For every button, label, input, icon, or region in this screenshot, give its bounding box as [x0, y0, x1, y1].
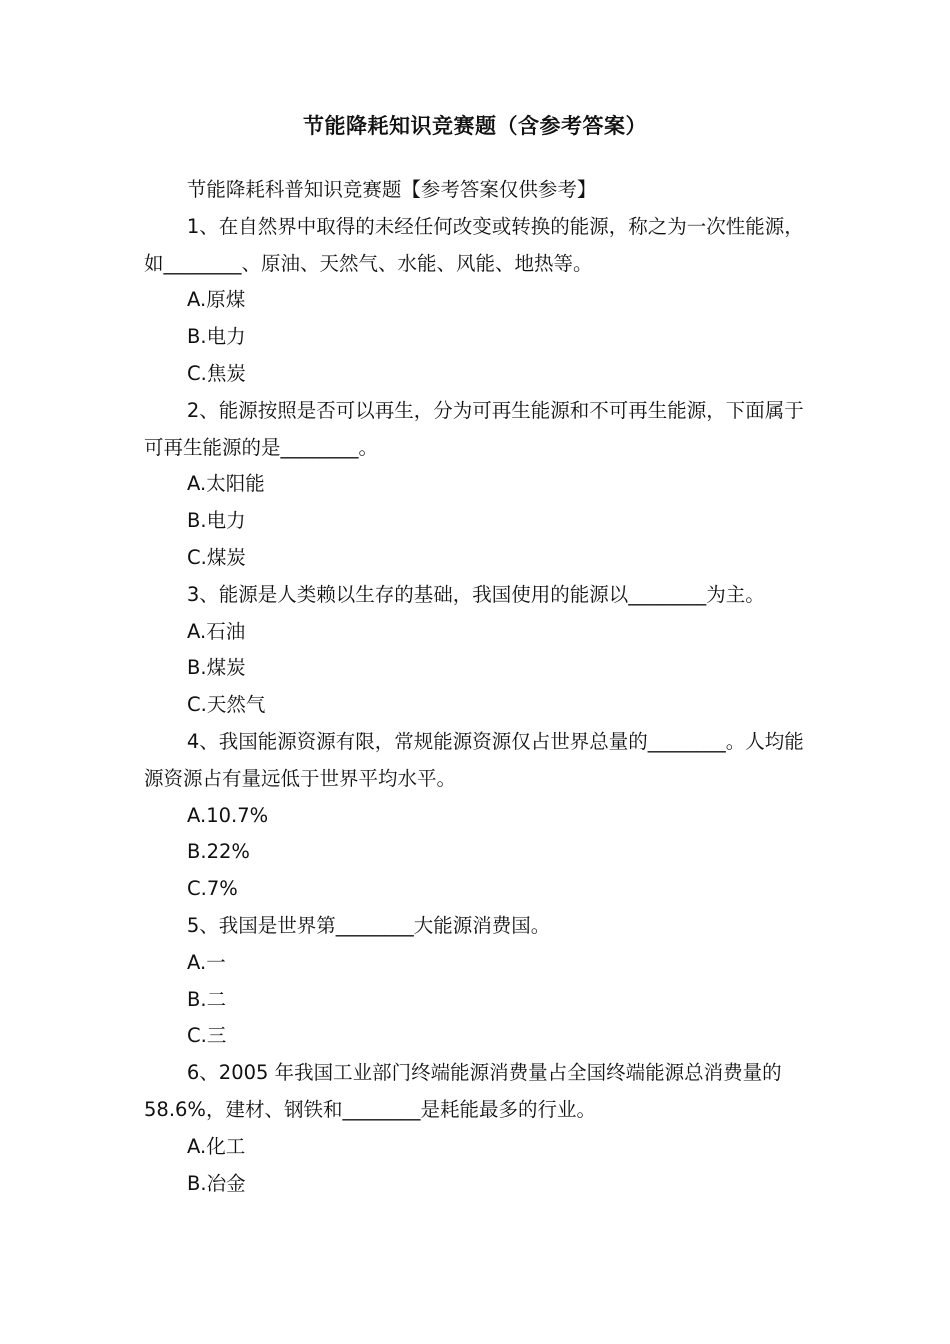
- question-5-option-a: A.一: [187, 950, 226, 974]
- document-body: [144, 172, 816, 1202]
- question-5: 5、我国是世界第________大能源消费国。: [186, 913, 551, 937]
- question-2-option-b: B.电力: [187, 509, 246, 533]
- document-title: 节能降耗知识竞赛题（含参考答案）: [303, 114, 647, 138]
- question-3-option-c: C.天然气: [187, 693, 266, 717]
- question-6-option-b: B.冶金: [187, 1171, 246, 1195]
- question-1-option-b: B.电力: [187, 325, 246, 349]
- question-5-option-b: B.二: [187, 987, 227, 1011]
- question-4-option-a: A.10.7%: [187, 803, 269, 827]
- question-1-option-c: C.焦炭: [187, 361, 246, 385]
- question-2: 2、能源按照是否可以再生，分为可再生能源和不可再生能源，下面属于可再生能源的是________。: [144, 398, 804, 459]
- question-5-option-c: C.三: [187, 1024, 227, 1048]
- question-1-option-a: A.原煤: [187, 288, 246, 312]
- question-4: 4、我国能源资源有限，常规能源资源仅占世界总量的________。人均能源资源占有量远低于世界平均水平。: [144, 729, 804, 790]
- question-4-option-c: C.7%: [187, 877, 238, 901]
- question-6-option-a: A.化工: [187, 1134, 246, 1158]
- question-2-option-c: C.煤炭: [187, 545, 246, 569]
- question-6: 6、2005 年我国工业部门终端能源消费量占全国终端能源总消费量的 58.6%，建材、钢铁和________是耗能最多的行业。: [144, 1061, 782, 1121]
- question-3: 3、能源是人类赖以生存的基础，我国使用的能源以________为主。: [186, 582, 765, 606]
- question-4-option-b: B.22%: [187, 840, 250, 864]
- question-3-option-a: A.石油: [187, 619, 246, 643]
- question-2-option-a: A.太阳能: [187, 472, 265, 496]
- document-subtitle: 节能降耗科普知识竞赛题【参考答案仅供参考】: [186, 178, 597, 201]
- question-3-option-b: B.煤炭: [187, 656, 246, 680]
- question-1: 1、在自然界中取得的未经任何改变或转换的能源，称之为一次性能源，如________、原油、天然气、水能、风能、地热等。: [144, 214, 804, 275]
